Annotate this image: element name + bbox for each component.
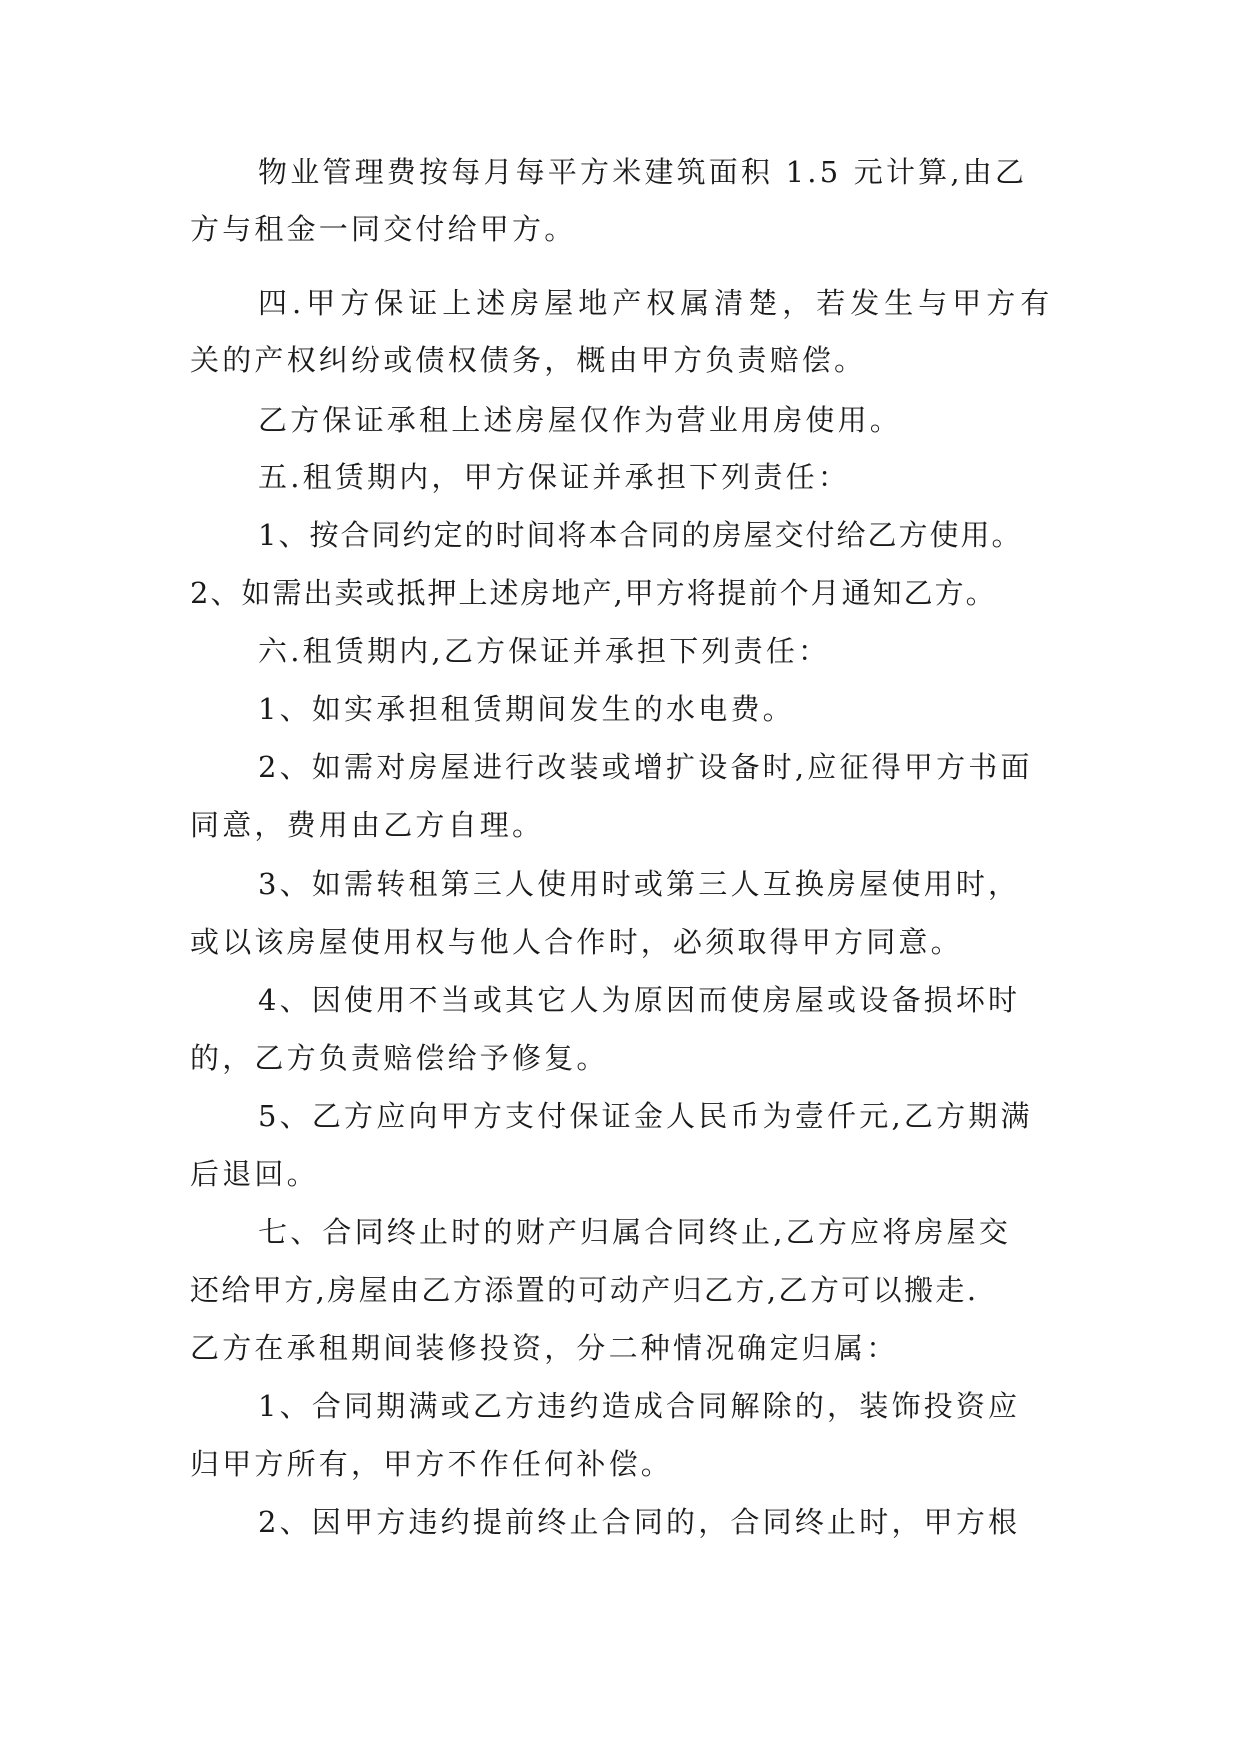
- paragraph-line: 同意，费用由乙方自理。: [190, 808, 545, 842]
- paragraph-line: 3、如需转租第三人使用时或第三人互换房屋使用时，: [258, 867, 1021, 901]
- paragraph-line: 物业管理费按每月每平方米建筑面积 1.5 元计算,由乙: [258, 155, 1028, 189]
- paragraph-line: 还给甲方,房屋由乙方添置的可动产归乙方,乙方可以搬走.: [190, 1273, 979, 1307]
- paragraph-line: 1、按合同约定的时间将本合同的房屋交付给乙方使用。: [258, 518, 1023, 552]
- paragraph-line: 乙方在承租期间装修投资，分二种情况确定归属：: [190, 1331, 899, 1365]
- paragraph-line: 2、如需出卖或抵押上述房地产,甲方将提前个月通知乙方。: [190, 576, 997, 610]
- paragraph-line: 5、乙方应向甲方支付保证金人民币为壹仟元,乙方期满: [258, 1099, 1033, 1133]
- paragraph-line: 1、合同期满或乙方违约造成合同解除的，装饰投资应: [258, 1389, 1021, 1423]
- paragraph-line: 五.租赁期内，甲方保证并承担下列责任：: [258, 460, 851, 494]
- paragraph-line: 方与租金一同交付给甲方。: [190, 212, 577, 246]
- paragraph-line: 关的产权纠纷或债权债务，概由甲方负责赔偿。: [190, 343, 867, 377]
- paragraph-line: 或以该房屋使用权与他人合作时，必须取得甲方同意。: [190, 925, 963, 959]
- paragraph-line: 四.甲方保证上述房屋地产权属清楚，若发生与甲方有: [258, 286, 1055, 320]
- paragraph-line: 的，乙方负责赔偿给予修复。: [190, 1041, 609, 1075]
- paragraph-line: 2、如需对房屋进行改装或增扩设备时,应征得甲方书面: [258, 750, 1033, 784]
- paragraph-line: 2、因甲方违约提前终止合同的，合同终止时，甲方根: [258, 1505, 1021, 1539]
- paragraph-line: 1、如实承担租赁期间发生的水电费。: [258, 692, 795, 726]
- paragraph-line: 七、合同终止时的财产归属合同终止,乙方应将房屋交: [258, 1215, 1012, 1249]
- paragraph-line: 4、因使用不当或其它人为原因而使房屋或设备损坏时: [258, 983, 1021, 1017]
- paragraph-line: 乙方保证承租上述房屋仅作为营业用房使用。: [258, 403, 903, 437]
- paragraph-line: 归甲方所有，甲方不作任何补偿。: [190, 1447, 674, 1481]
- paragraph-line: 六.租赁期内,乙方保证并承担下列责任：: [258, 634, 831, 668]
- paragraph-line: 后退回。: [190, 1157, 319, 1191]
